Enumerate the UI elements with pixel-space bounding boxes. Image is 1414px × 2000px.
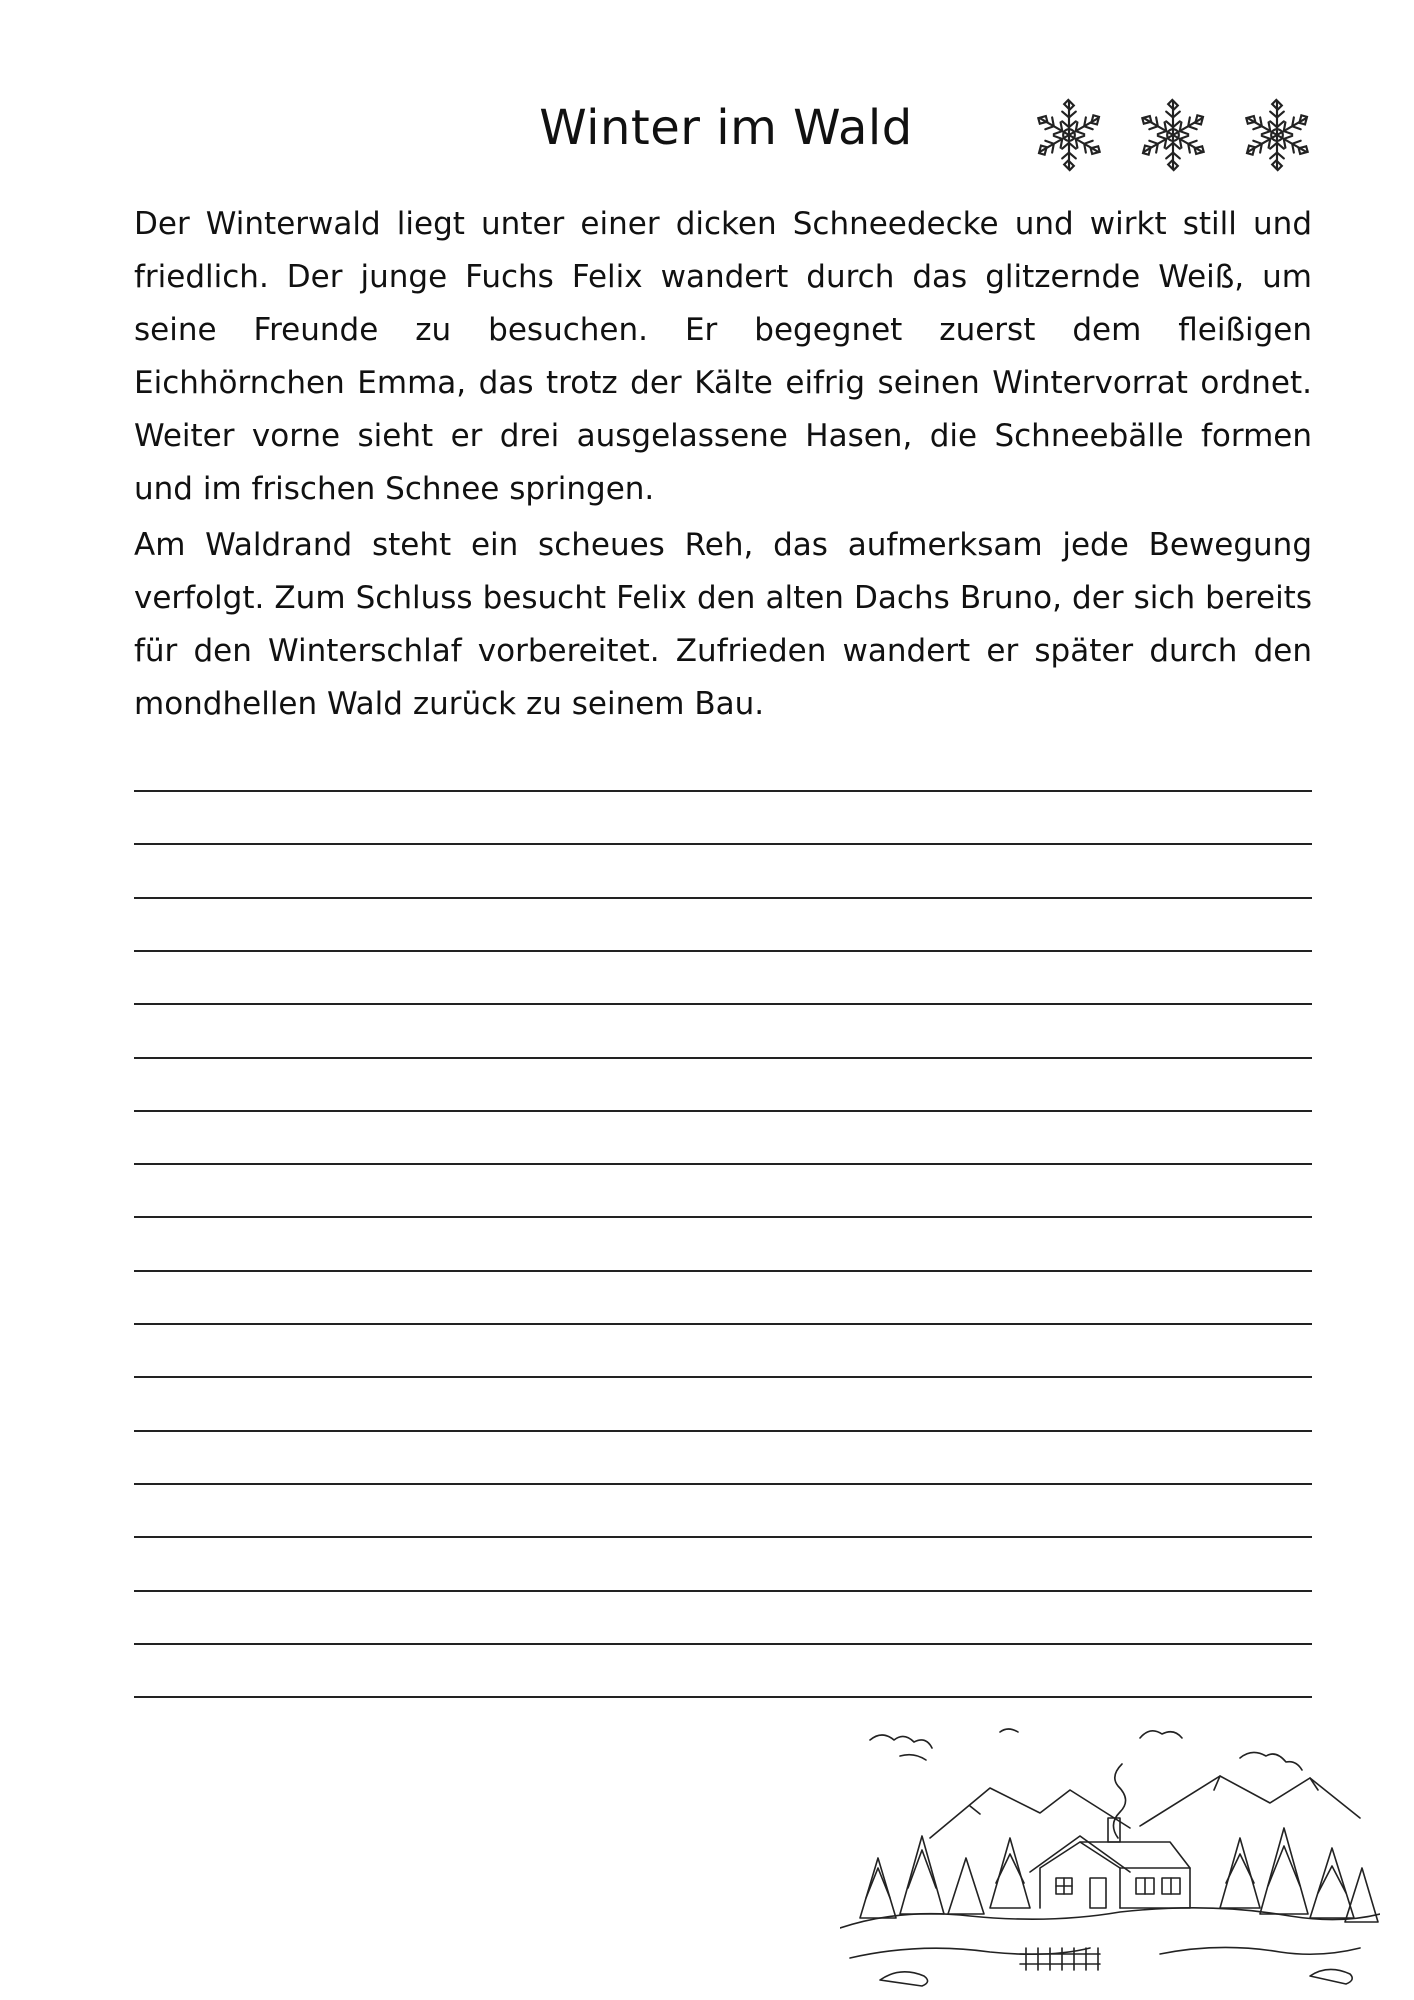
- writing-line[interactable]: [134, 1216, 1312, 1218]
- writing-line[interactable]: [134, 1590, 1312, 1592]
- writing-line[interactable]: [134, 1536, 1312, 1538]
- writing-line[interactable]: [134, 1270, 1312, 1272]
- writing-line[interactable]: [134, 1003, 1312, 1005]
- writing-line[interactable]: [134, 1430, 1312, 1432]
- writing-line[interactable]: [134, 1483, 1312, 1485]
- writing-line[interactable]: [134, 1057, 1312, 1059]
- writing-line[interactable]: [134, 1323, 1312, 1325]
- snowflake-decoration: [1030, 96, 1320, 174]
- snowflake-icon: [1030, 96, 1108, 174]
- story-paragraph: Am Waldrand steht ein scheues Reh, das aufmerksam jede Bewegung verfolgt. Zum Schluss besucht Felix den alten Dachs Bruno, der sich bereits für den Winterschlaf vorbereitet. Zufrieden wandert er später durch den mondhellen Wald zurück zu seinem Bau.: [134, 527, 1312, 722]
- writing-lines[interactable]: [134, 790, 1312, 1730]
- writing-line[interactable]: [134, 790, 1312, 792]
- snowflake-icon: [1238, 96, 1316, 174]
- writing-line[interactable]: [134, 1376, 1312, 1378]
- writing-line[interactable]: [134, 1163, 1312, 1165]
- writing-line[interactable]: [134, 843, 1312, 845]
- snowflake-icon: [1134, 96, 1212, 174]
- story-paragraph: Der Winterwald liegt unter einer dicken Schneedecke und wirkt still und friedlich. Der junge Fuchs Felix wandert durch das glitzernde Weiß, um seine Freunde zu besuchen. Er begegnet zuerst dem fleißigen Eichhörnchen Emma, das trotz der Kälte eifrig seinen Wintervorrat ordnet. Weiter vorne sieht er drei ausgelassene Hasen, die Schneebälle formen und im frischen Schnee springen.: [134, 206, 1312, 507]
- writing-line[interactable]: [134, 897, 1312, 899]
- winter-cabin-illustration: [840, 1718, 1380, 1988]
- worksheet-title: Winter im Wald: [539, 100, 913, 156]
- writing-line[interactable]: [134, 1110, 1312, 1112]
- writing-line[interactable]: [134, 1643, 1312, 1645]
- writing-line[interactable]: [134, 1696, 1312, 1698]
- writing-line[interactable]: [134, 950, 1312, 952]
